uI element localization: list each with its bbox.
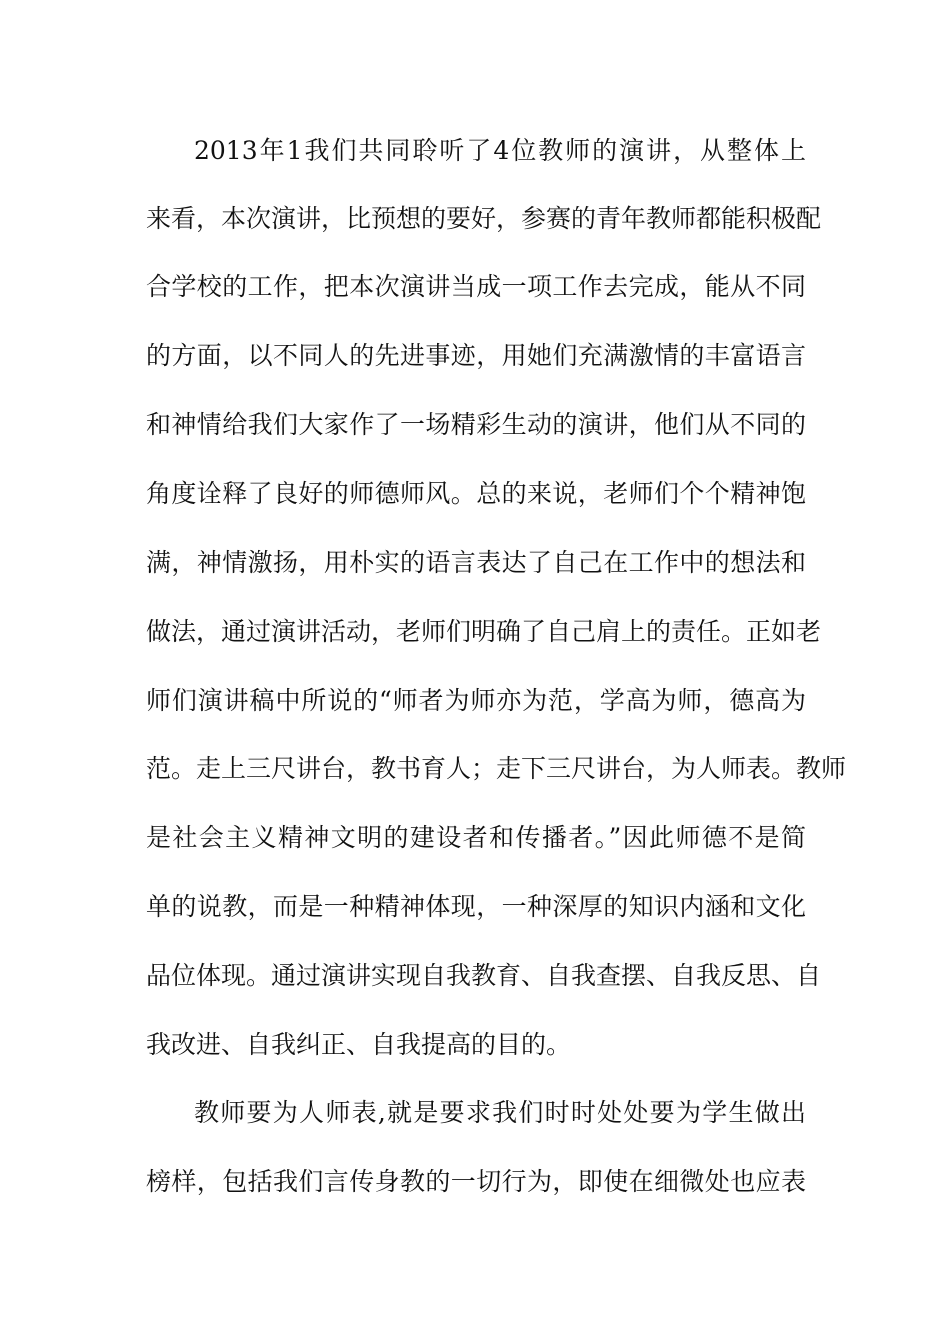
text-line: 范。走上三尺讲台，教书育人；走下三尺讲台，为人师表。教师 bbox=[146, 754, 847, 783]
text-line: 来看，本次演讲，比预想的要好，参赛的青年教师都能积极配 bbox=[146, 204, 822, 233]
text-line: 合学校的工作，把本次演讲当成一项工作去完成，能从不同 bbox=[146, 272, 806, 301]
text-line: 满，神情激扬，用朴实的语言表达了自己在工作中的想法和 bbox=[146, 548, 806, 577]
text-line: 做法，通过演讲活动，老师们明确了自己肩上的责任。正如老 bbox=[146, 617, 822, 646]
text-line: 品位体现。通过演讲实现自我教育、自我查摆、自我反思、自 bbox=[146, 961, 822, 990]
text-line: 榜样，包括我们言传身教的一切行为，即使在细微处也应表 bbox=[146, 1167, 806, 1196]
text-line: 和神情给我们大家作了一场精彩生动的演讲，他们从不同的 bbox=[146, 410, 806, 439]
text-line: 教师要为人师表,就是要求我们时时处处要为学生做出 bbox=[194, 1098, 806, 1127]
text-line: 单的说教，而是一种精神体现，一种深厚的知识内涵和文化 bbox=[146, 892, 806, 921]
text-line: 是社会主义精神文明的建设者和传播者。”因此师德不是简 bbox=[146, 823, 806, 852]
text-line: 师们演讲稿中所说的“师者为师亦为范，学高为师，德高为 bbox=[146, 686, 806, 715]
text-line: 角度诠释了良好的师德师风。总的来说，老师们个个精神饱 bbox=[146, 479, 806, 508]
text-line: 2013年1我们共同聆听了4位教师的演讲，从整体上 bbox=[194, 136, 806, 165]
text-line: 我改进、自我纠正、自我提高的目的。 bbox=[146, 1030, 572, 1059]
text-line: 的方面，以不同人的先进事迹，用她们充满激情的丰富语言 bbox=[146, 341, 806, 370]
